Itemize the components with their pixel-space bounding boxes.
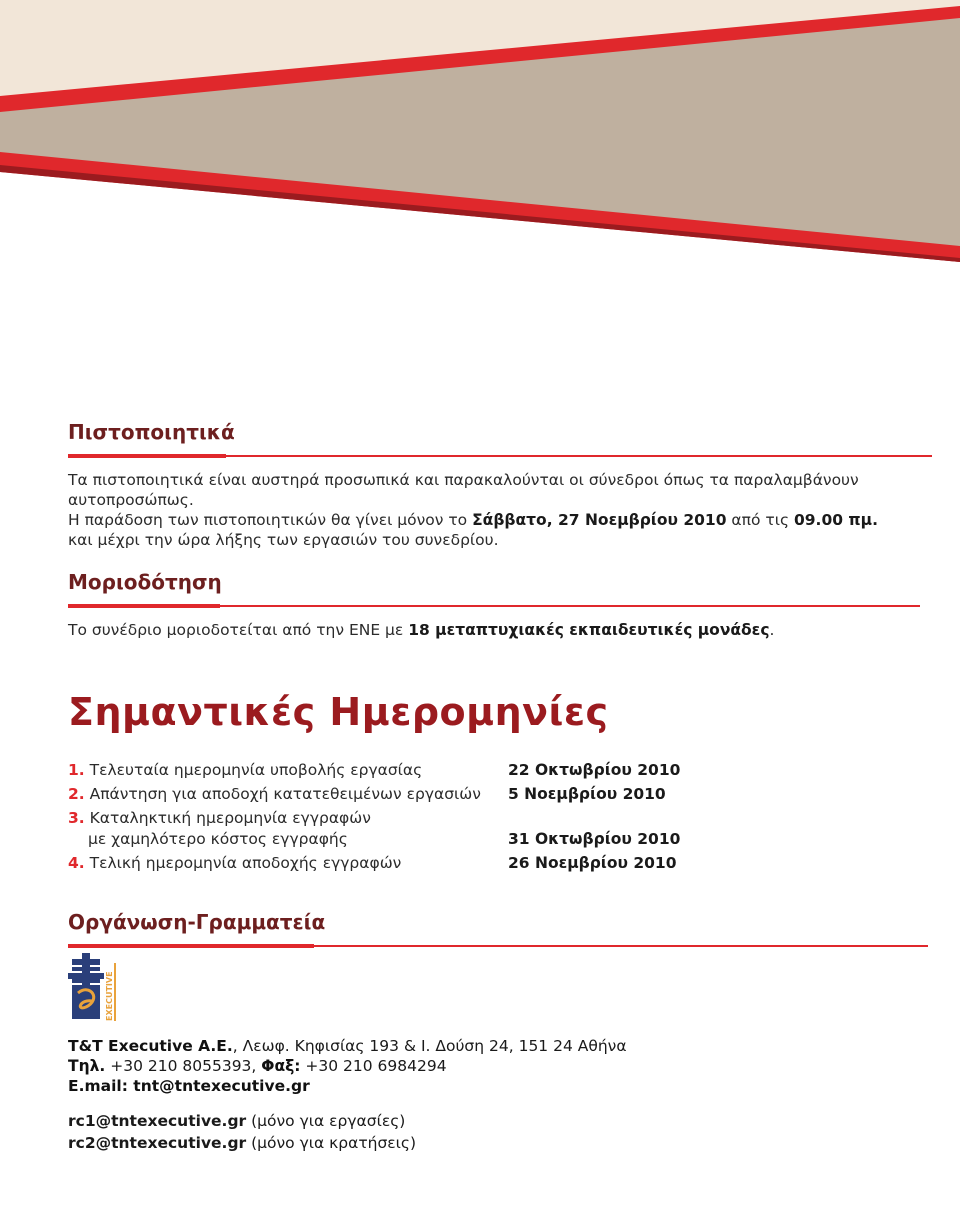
delivery-time: 09.00 πμ. — [793, 511, 878, 529]
organization-title: Οργάνωση-Γραμματεία — [68, 910, 326, 934]
phone-fax: Τηλ. +30 210 8055393, Φαξ: +30 210 6984294 — [68, 1057, 447, 1075]
organization-rule — [68, 944, 932, 948]
credits-title: Μοριοδότηση — [68, 570, 222, 594]
email-list — [68, 1110, 416, 1154]
certificates-line-2: αυτοπροσώπως. — [68, 491, 194, 509]
organization-section — [68, 910, 932, 948]
date-value: 5 Νοεμβρίου 2010 — [508, 785, 666, 803]
main-email[interactable]: E.mail: tnt@tntexecutive.gr — [68, 1077, 310, 1095]
date-row: 3. Καταληκτική ημερομηνία εγγραφών με χαμηλότερο κόστος εγγραφής 31 Οκτωβρίου 2010 — [68, 809, 681, 848]
delivery-date: Σάββατο, 27 Νοεμβρίου 2010 — [472, 511, 727, 529]
certificates-title: Πιστοποιητικά — [68, 420, 235, 444]
tnt-executive-logo — [68, 953, 134, 1025]
certificates-line-1: Τα πιστοποιητικά είναι αυστηρά προσωπικά και παρακαλούνται οι σύνεδροι όπως τα παραλαμβάνουν — [68, 471, 859, 489]
contact-details — [68, 1036, 627, 1096]
date-row: 1. Τελευταία ημερομηνία υποβολής εργασίας 22 Οκτωβρίου 2010 — [68, 761, 681, 779]
credits-section — [68, 570, 932, 640]
certificates-line-3: Η παράδοση των πιστοποιητικών θα γίνει μόνον το Σάββατο, 27 Νοεμβρίου 2010 από τις 09.00 πμ. — [68, 511, 878, 529]
email-papers[interactable]: rc1@tntexecutive.gr (μόνο για εργασίες) — [68, 1112, 406, 1130]
logo-text: EXECUTIVE — [105, 971, 114, 1021]
email-bookings[interactable]: rc2@tntexecutive.gr (μόνο για κρατήσεις) — [68, 1134, 417, 1152]
company-name: T&T Executive A.E. — [68, 1037, 233, 1055]
date-value: 26 Νοεμβρίου 2010 — [508, 854, 677, 872]
certificates-rule — [68, 454, 932, 458]
date-row: 2. Απάντηση για αποδοχή κατατεθειμένων εργασιών 5 Νοεμβρίου 2010 — [68, 785, 666, 803]
credits-units: 18 μεταπτυχιακές εκπαιδευτικές μονάδες — [408, 621, 770, 639]
credits-text: Το συνέδριο μοριοδοτείται από την ΕΝΕ με 18 μεταπτυχιακές εκπαιδευτικές μονάδες. — [68, 621, 775, 639]
important-dates-list — [68, 760, 768, 877]
credits-rule — [68, 604, 932, 608]
certificates-line-4: και μέχρι την ώρα λήξης των εργασιών του συνεδρίου. — [68, 531, 499, 549]
date-value: 22 Οκτωβρίου 2010 — [508, 761, 681, 779]
certificates-section — [68, 420, 932, 550]
date-row: 4. Τελική ημερομηνία αποδοχής εγγραφών 26 Νοεμβρίου 2010 — [68, 854, 677, 872]
date-value: 31 Οκτωβρίου 2010 — [508, 830, 681, 848]
company-address: T&T Executive A.E., Λεωφ. Κηφισίας 193 & Ι. Δούση 24, 151 24 Αθήνα — [68, 1037, 627, 1055]
important-dates-title: Σημαντικές Ημερομηνίες — [68, 690, 609, 734]
decorative-banner — [0, 0, 960, 270]
